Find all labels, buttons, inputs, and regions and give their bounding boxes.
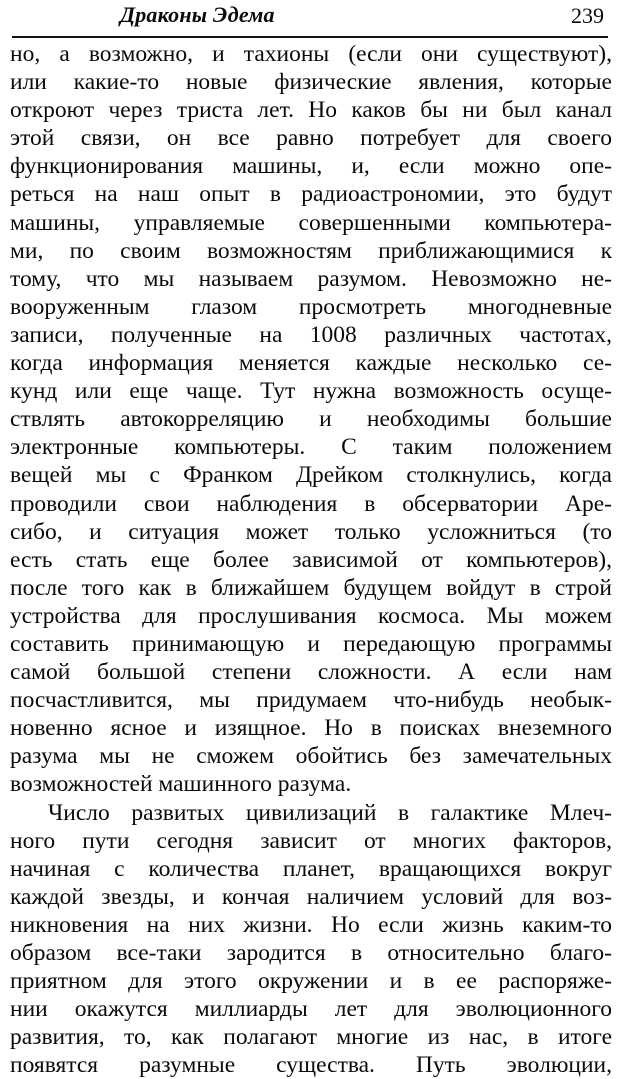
text-line: но, а возможно, и тахионы (если они существуют), <box>10 41 612 67</box>
text-line: этой связи, он все равно потребует для своего <box>10 125 612 152</box>
text-line: образом все-таки зародится в относительно благо- <box>10 940 612 966</box>
text-line: или какие-то новые физические явления, которые <box>10 69 612 96</box>
text-line: ми, по своим возможностям приближающимися к <box>10 237 612 264</box>
page-number: 239 <box>571 3 604 28</box>
body-text <box>10 40 612 1079</box>
text-line: приятном для этого окружении и в ее распоряже- <box>10 968 612 995</box>
text-line: после того как в ближайшем будущем войдут в строй <box>10 574 612 601</box>
running-head <box>12 0 608 38</box>
text-line: ствлять автокорреляцию и необходимы большие <box>10 406 612 433</box>
text-line: Число развитых цивилизаций в галактике Млеч- <box>48 799 612 826</box>
text-line: машины, управляемые совершенными компьютера- <box>10 209 612 236</box>
text-line: записи, полученные на 1008 различных частотах, <box>10 321 612 348</box>
text-line: ного пути сегодня зависит от многих факторов, <box>10 827 612 854</box>
text-line: возможностей машинного разума. <box>10 771 352 798</box>
text-line: электронные компьютеры. С таким положением <box>10 434 612 461</box>
text-line: начиная с количества планет, вращающихся вокруг <box>10 855 612 882</box>
text-line: составить принимающую и передающую программы <box>10 630 612 657</box>
text-line: разума мы не сможем обойтись без замечательных <box>10 743 612 770</box>
text-line: новенно ясное и изящное. Но в поисках внеземного <box>10 715 612 742</box>
text-line: реться на наш опыт в радиоастрономии, это будут <box>10 181 612 208</box>
text-line: кунд или еще чаще. Тут нужна возможность осуще- <box>10 378 612 405</box>
text-line: есть стать еще более зависимой от компьютеров), <box>10 546 612 573</box>
text-line: никновения на них жизни. Но если жизнь каким-то <box>10 911 612 938</box>
text-line: сибо, и ситуация может только усложниться (то <box>10 518 612 545</box>
text-line: когда информация меняется каждые несколько се- <box>10 350 612 377</box>
text-line: самой большой степени сложности. А если нам <box>10 659 612 686</box>
text-line: посчастливится, мы придумаем что-нибудь необык- <box>10 687 612 714</box>
text-line: откроют через триста лет. Но каков бы ни был канал <box>10 97 612 124</box>
text-line: вооруженным глазом просмотреть многодневные <box>10 293 612 320</box>
text-line: развития, то, как полагают многие из нас, в итоге <box>10 1024 612 1051</box>
text-line: каждой звезды, и кончая наличием условий для воз- <box>10 883 612 910</box>
text-line: вещей мы с Франком Дрейком столкнулись, когда <box>10 462 612 489</box>
text-line: появятся разумные существа. Путь эволюции, <box>10 1052 612 1079</box>
text-line: нии окажутся миллиарды лет для эволюционного <box>10 996 612 1023</box>
text-line: функционирования машины, и, если можно опе- <box>10 153 612 180</box>
text-line: тому, что мы называем разумом. Невозможно не- <box>10 265 612 292</box>
text-line: проводили свои наблюдения в обсерватории Аре- <box>10 490 612 517</box>
text-line: устройства для прослушивания космоса. Мы можем <box>10 602 612 629</box>
running-title: Драконы Эдема <box>120 2 275 27</box>
